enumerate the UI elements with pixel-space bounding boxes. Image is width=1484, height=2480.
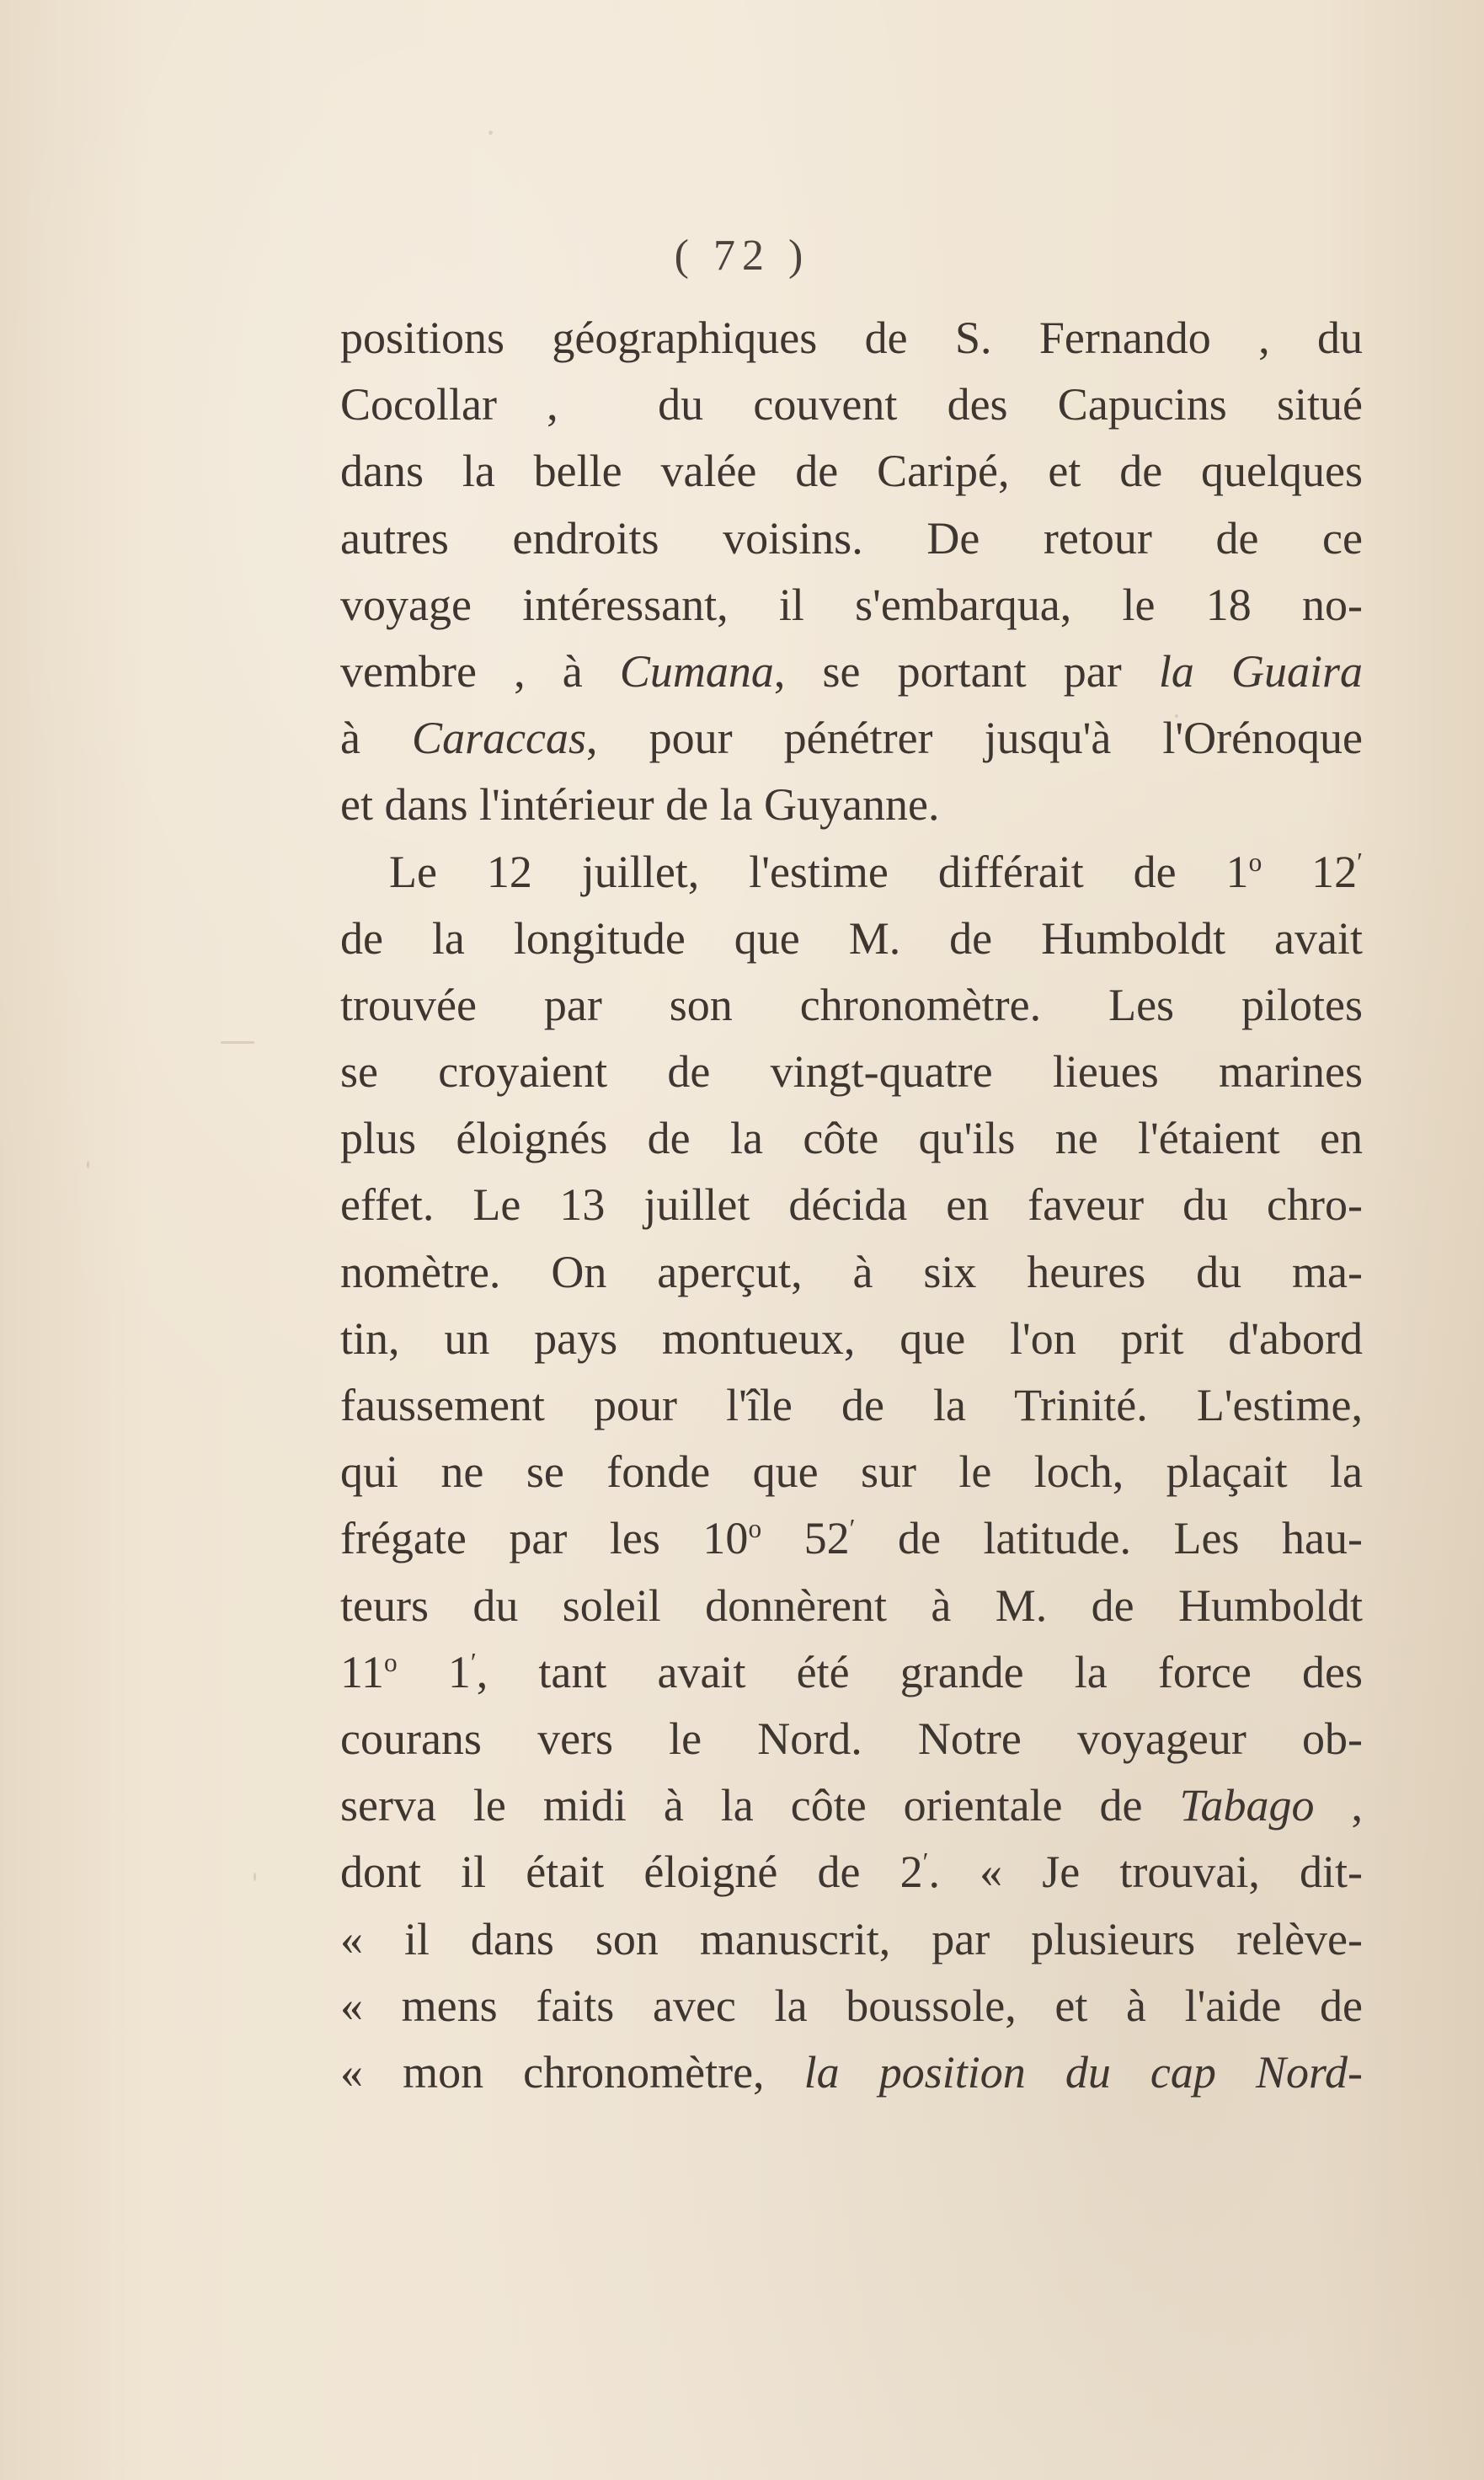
- text-segment: ,: [1314, 1780, 1364, 1831]
- text-segment: 52: [761, 1513, 850, 1564]
- text-line: [340, 1505, 1363, 1572]
- text-line: [340, 572, 1363, 639]
- text-segment: de la longitude que M. de Humboldt avait: [340, 912, 1363, 964]
- text-segment: 12: [1262, 846, 1358, 897]
- text-segment: qui ne se fonde que sur le loch, plaçait la: [340, 1446, 1363, 1498]
- text-segment: à: [340, 713, 413, 764]
- text-line: [340, 305, 1363, 371]
- text-segment: courans vers le Nord. Notre voyageur ob-: [340, 1713, 1363, 1764]
- text-line: [340, 1706, 1363, 1772]
- italic-text-segment: la Guaira: [1158, 645, 1363, 697]
- text-segment: faussement pour l'île de la Trinité. L'estime,: [340, 1380, 1363, 1430]
- paper-speck: [488, 131, 493, 135]
- superscript-mark: o: [748, 1514, 762, 1544]
- text-line: [340, 1172, 1363, 1238]
- text-line: [340, 1105, 1363, 1172]
- text-segment: frégate par les 10: [340, 1513, 749, 1564]
- italic-text-segment: Cumana: [619, 645, 774, 697]
- paper-speck: [87, 1161, 89, 1168]
- text-line: [340, 772, 1363, 838]
- text-line: [340, 2039, 1363, 2106]
- text-line: [340, 972, 1363, 1039]
- superscript-mark: ′: [849, 1514, 856, 1544]
- italic-text-segment: la position du cap Nord-: [803, 2046, 1363, 2098]
- superscript-mark: o: [1248, 847, 1262, 877]
- text-line: [340, 1839, 1363, 1905]
- text-segment: « mon chronomètre,: [340, 2046, 804, 2098]
- text-line: [340, 1573, 1363, 1639]
- italic-text-segment: Caraccas: [412, 713, 587, 764]
- text-line: [340, 1639, 1363, 1706]
- text-line: [340, 1239, 1363, 1306]
- text-line: [340, 1439, 1363, 1505]
- body-text: [340, 305, 1363, 2106]
- text-segment: 1: [397, 1646, 471, 1697]
- text-line: [340, 839, 1363, 906]
- text-segment: de latitude. Les hau-: [855, 1513, 1363, 1564]
- text-line: [340, 1906, 1363, 1973]
- text-segment: serva le midi à la côte orientale de: [340, 1780, 1180, 1831]
- text-line: [340, 371, 1363, 438]
- text-line: [340, 505, 1363, 572]
- text-line: [340, 906, 1363, 972]
- text-segment: nomètre. On aperçut, à six heures du ma-: [340, 1246, 1363, 1297]
- text-segment: 11: [340, 1646, 384, 1697]
- text-segment: dans la belle valée de Caripé, et de quelques: [340, 446, 1363, 497]
- text-line: [340, 1973, 1363, 2039]
- text-line: [340, 1772, 1363, 1839]
- text-line: [340, 705, 1363, 772]
- text-segment: Cocollar , du couvent des Capucins situé: [340, 379, 1363, 430]
- superscript-mark: ′: [922, 1847, 929, 1878]
- text-line: [340, 639, 1363, 705]
- text-segment: vembre , à: [340, 645, 620, 697]
- superscript-mark: ′: [1357, 847, 1364, 877]
- text-segment: plus éloignés de la côte qu'ils ne l'étaient en: [340, 1113, 1363, 1164]
- text-segment: tin, un pays montueux, que l'on prit d'abord: [340, 1312, 1363, 1364]
- text-line: [340, 1306, 1363, 1372]
- text-segment: positions géographiques de S. Fernando , du: [340, 313, 1363, 363]
- italic-text-segment: Tabago: [1179, 1780, 1315, 1831]
- text-segment: et dans l'intérieur de la Guyanne.: [340, 779, 940, 831]
- text-segment: effet. Le 13 juillet décida en faveur du chro-: [340, 1179, 1363, 1231]
- text-segment: , pour pénétrer jusqu'à l'Orénoque: [586, 713, 1364, 764]
- text-segment: « mens faits avec la boussole, et à l'aide de: [340, 1980, 1363, 2031]
- text-segment: dont il était éloigné de 2: [340, 1847, 923, 1898]
- text-segment: autres endroits voisins. De retour de ce: [340, 512, 1363, 564]
- text-segment: « il dans son manuscrit, par plusieurs relève-: [340, 1913, 1363, 1964]
- text-segment: se croyaient de vingt-quatre lieues marines: [340, 1046, 1363, 1098]
- text-segment: Le 12 juillet, l'estime différait de 1: [389, 846, 1249, 897]
- text-segment: trouvée par son chronomètre. Les pilotes: [340, 979, 1363, 1030]
- text-segment: , se portant par: [773, 645, 1159, 697]
- text-segment: voyage intéressant, il s'embarqua, le 18 no-: [340, 579, 1363, 630]
- superscript-mark: o: [384, 1647, 398, 1677]
- paper-speck: [254, 1873, 256, 1881]
- text-line: [340, 1372, 1363, 1439]
- paper-speck: [221, 1041, 254, 1044]
- text-segment: , tant avait été grande la force des: [476, 1646, 1364, 1697]
- superscript-mark: ′: [470, 1647, 477, 1677]
- text-line: [340, 438, 1363, 505]
- page-number: ( 72 ): [674, 232, 810, 280]
- text-line: [340, 1039, 1363, 1105]
- text-segment: teurs du soleil donnèrent à M. de Humboldt: [340, 1579, 1363, 1631]
- text-segment: . « Je trouvai, dit-: [928, 1847, 1363, 1898]
